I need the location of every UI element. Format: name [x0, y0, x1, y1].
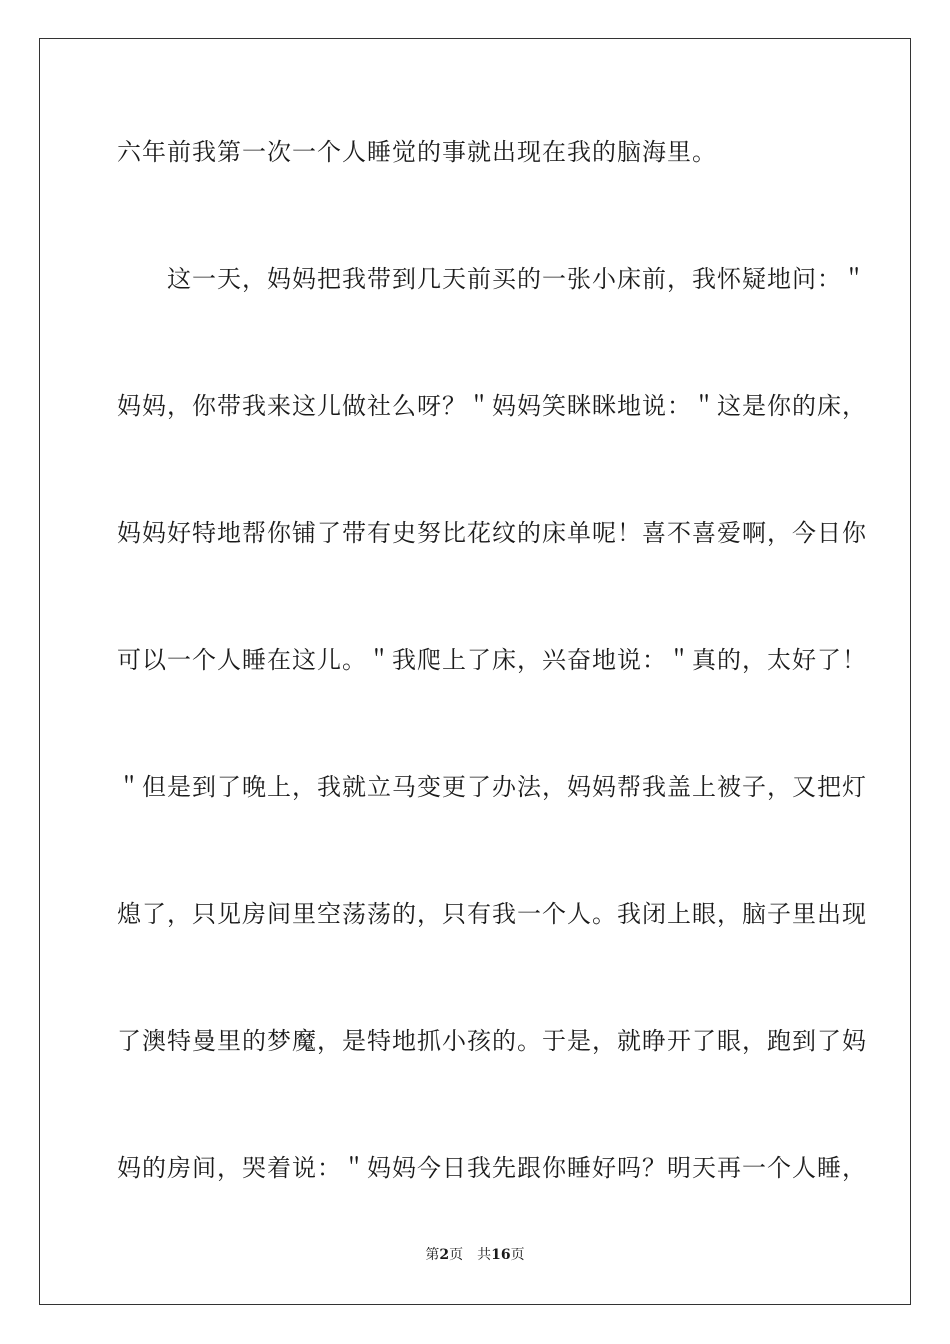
- page-number: 2: [439, 1247, 450, 1263]
- text-line-2: 这一天，妈妈把我带到几天前买的一张小床前，我怀疑地问：＂: [117, 265, 867, 293]
- page-unit: 页: [449, 1247, 464, 1263]
- total-unit: 页: [510, 1247, 525, 1263]
- text-line-3: 妈妈，你带我来这儿做社么呀？＂妈妈笑眯眯地说：＂这是你的床，: [117, 392, 867, 420]
- text-line-9: 妈的房间，哭着说：＂妈妈今日我先跟你睡好吗？明天再一个人睡，: [117, 1154, 867, 1182]
- page-footer: [0, 1246, 950, 1264]
- page-prefix: 第: [425, 1247, 440, 1263]
- text-line-8: 了澳特曼里的梦魔，是特地抓小孩的。于是，就睁开了眼，跑到了妈: [117, 1027, 867, 1055]
- total-prefix: 共: [477, 1247, 492, 1263]
- text-line-7: 熄了，只见房间里空荡荡的，只有我一个人。我闭上眼，脑子里出现: [117, 900, 867, 928]
- text-line-6: ＂但是到了晚上，我就立马变更了办法，妈妈帮我盖上被子，又把灯: [117, 773, 867, 801]
- text-line-1: 六年前我第一次一个人睡觉的事就出现在我的脑海里。: [117, 138, 717, 166]
- text-line-4: 妈妈好特地帮你铺了带有史努比花纹的床单呢！喜不喜爱啊，今日你: [117, 519, 867, 547]
- page-total: 16: [491, 1247, 511, 1263]
- text-line-5: 可以一个人睡在这儿。＂我爬上了床，兴奋地说：＂真的，太好了！: [117, 646, 867, 674]
